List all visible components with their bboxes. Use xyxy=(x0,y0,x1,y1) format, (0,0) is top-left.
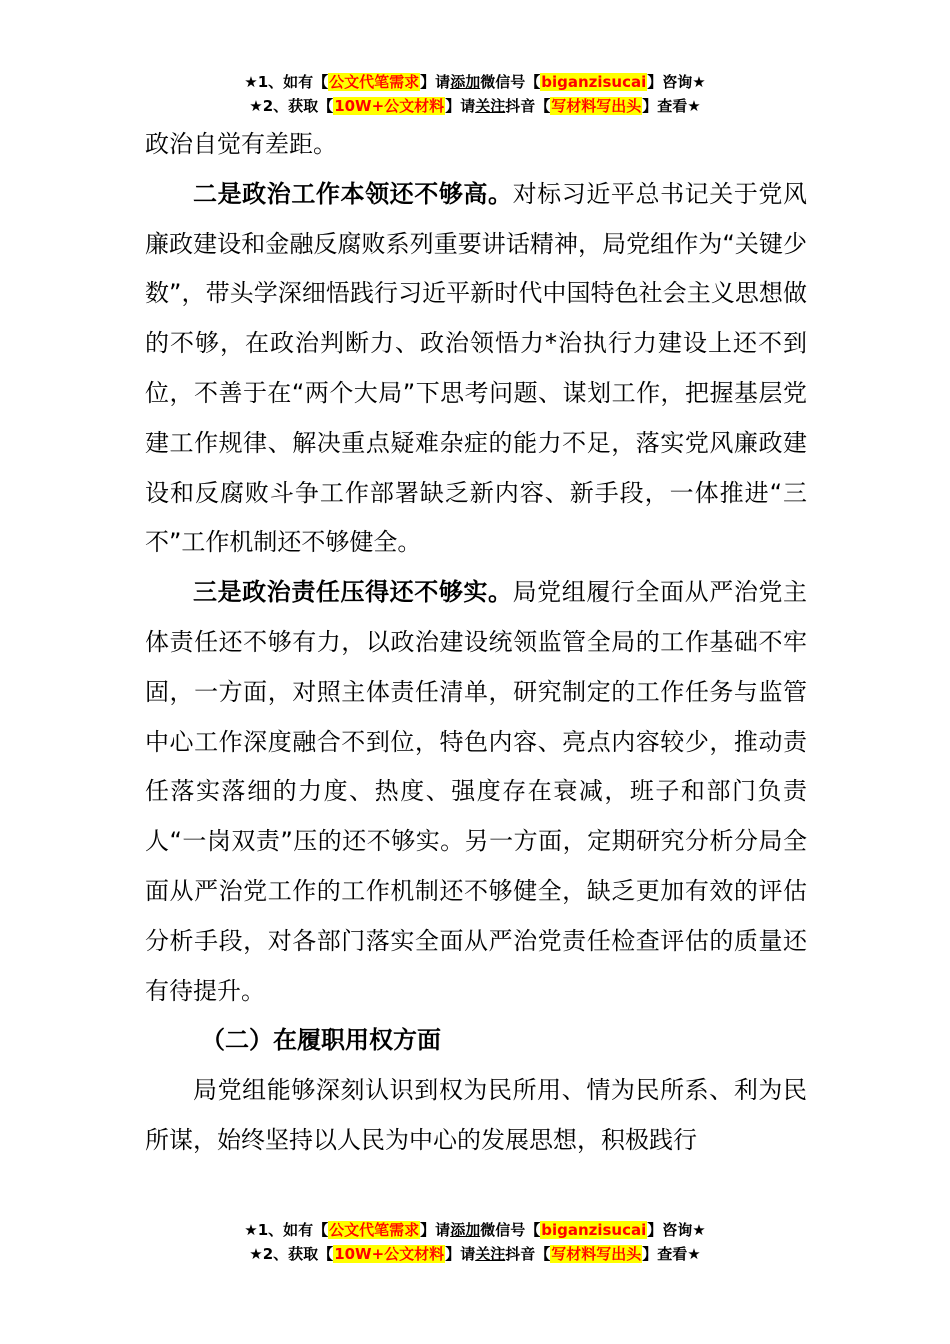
highlight-service: 公文代笔需求 xyxy=(329,1221,420,1239)
banner-text: 】咨询★ xyxy=(647,1221,706,1239)
highlight-materials: 10W+公文材料 xyxy=(334,1245,445,1263)
banner-text: ★2、获取【 xyxy=(249,97,334,115)
banner-underlined: 关注 xyxy=(475,97,506,115)
section-heading: （二）在履职用权方面 xyxy=(201,1026,441,1055)
paragraph-lead: 三是政治责任压得还不够实。 xyxy=(193,578,513,607)
banner-text: 微信号【 xyxy=(480,73,541,91)
banner-text: 微信号【 xyxy=(480,1221,541,1239)
paragraph: 局党组能够深刻认识到权为民所用、情为民所系、利为民所谋，始终坚持以人民为中心的发展思想，积极践行 xyxy=(145,1076,807,1154)
paragraph xyxy=(145,170,807,568)
paragraph-lead: 二是政治工作本领还不够高。 xyxy=(193,179,513,208)
banner-underlined: 添加 xyxy=(450,1221,481,1239)
banner-line-2 xyxy=(0,1242,950,1266)
banner-text: 抖音【 xyxy=(505,1245,551,1263)
banner-text: 】查看★ xyxy=(642,97,701,115)
banner-text: ★2、获取【 xyxy=(249,1245,334,1263)
highlight-douyin: 写材料写出头 xyxy=(551,1245,642,1263)
highlight-douyin: 写材料写出头 xyxy=(551,97,642,115)
highlight-materials: 10W+公文材料 xyxy=(334,97,445,115)
banner-text: 】请 xyxy=(420,73,451,91)
header-banner xyxy=(0,70,950,118)
paragraph: 政治自觉有差距。 xyxy=(145,130,337,158)
banner-text: 】查看★ xyxy=(642,1245,701,1263)
footer-banner xyxy=(0,1218,950,1266)
banner-text: 】咨询★ xyxy=(647,73,706,91)
banner-text: 】请 xyxy=(420,1221,451,1239)
banner-line-1 xyxy=(0,70,950,94)
banner-underlined: 添加 xyxy=(450,73,481,91)
highlight-wechat-id: biganzisucai xyxy=(541,73,647,91)
banner-line-1 xyxy=(0,1218,950,1242)
banner-underlined: 关注 xyxy=(475,1245,506,1263)
banner-text: 抖音【 xyxy=(505,97,551,115)
banner-text: ★1、如有【 xyxy=(244,73,329,91)
banner-text: 】请 xyxy=(445,1245,476,1263)
document-body xyxy=(145,120,807,1166)
highlight-service: 公文代笔需求 xyxy=(329,73,420,91)
paragraph xyxy=(145,568,807,1016)
banner-text: ★1、如有【 xyxy=(244,1221,329,1239)
highlight-wechat-id: biganzisucai xyxy=(541,1221,647,1239)
paragraph-text: 对标习近平总书记关于党风廉政建设和金融反腐败系列重要讲话精神，局党组作为“关键少数”，带头学深细悟践行习近平新时代中国特色社会主义思想做的不够，在政治判断力、政治领悟力*治执行力建设上还不到位，不善于在“两个大局”下思考问题、谋划工作，把握基层党建工作规律、解决重点疑难杂症的能力不足，落实党风廉政建设和反腐败斗争工作部署缺乏新内容、新手段，一体推进“三不”工作机制还不够健全。 xyxy=(145,179,808,557)
paragraph-text: 局党组履行全面从严治党主体责任还不够有力，以政治建设统领监管全局的工作基础不牢固，一方面，对照主体责任清单，研究制定的工作任务与监管中心工作深度融合不到位，特色内容、亮点内容较少，推动责任落实落细的力度、热度、强度存在衰减，班子和部门负责人“一岗双责”压的还不够实。另一方面，定期研究分析分局全面从严治党工作的工作机制还不够健全，缺乏更加有效的评估分析手段，对各部门落实全面从严治党责任检查评估的质量还有待提升。 xyxy=(145,578,808,1005)
banner-line-2 xyxy=(0,94,950,118)
banner-text: 】请 xyxy=(445,97,476,115)
